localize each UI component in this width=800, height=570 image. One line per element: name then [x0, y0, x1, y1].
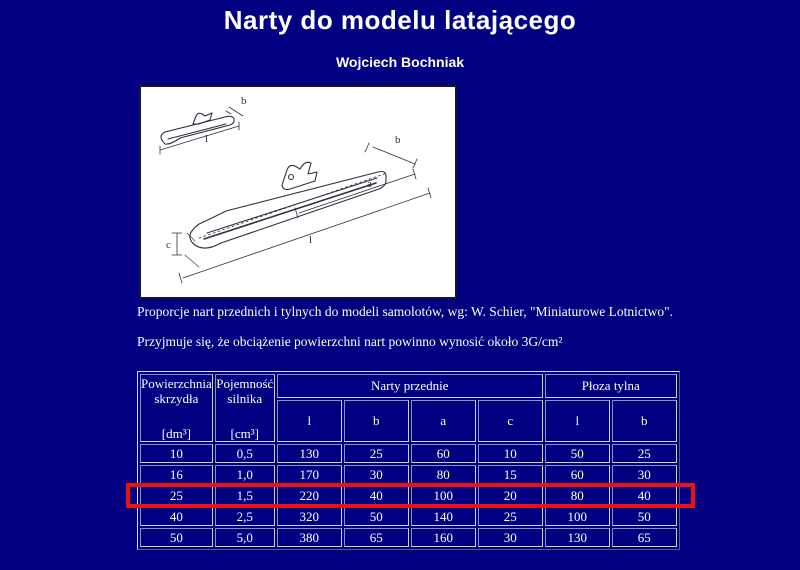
table-cell: 60 [545, 465, 610, 484]
table-cell: 50 [344, 507, 409, 526]
header-engine-capacity-title: Pojemność silnika [216, 376, 274, 406]
sub-header-cell: l [545, 400, 610, 442]
ski-dimensions-table [137, 371, 680, 550]
dim-label-b-small: b [241, 95, 247, 107]
table-row [140, 507, 677, 526]
table-row [140, 486, 677, 505]
ski-dimensions-table-wrap [137, 371, 680, 550]
table-cell: 1,5 [215, 486, 275, 505]
table-cell: 160 [411, 528, 476, 547]
ski-drawing-image [141, 87, 455, 297]
table-cell: 100 [411, 486, 476, 505]
table-cell: 25 [612, 444, 677, 463]
table-cell: 170 [277, 465, 342, 484]
sub-header-cell: b [344, 400, 409, 442]
large-ski-pylon [282, 162, 317, 189]
table-cell: 20 [478, 486, 543, 505]
sub-header-cell: l [277, 400, 342, 442]
dim-label-l-small: l [205, 133, 209, 145]
table-cell: 2,5 [215, 507, 275, 526]
table-body [140, 444, 677, 547]
table-cell: 80 [411, 465, 476, 484]
dim-label-b: b [395, 134, 401, 146]
table-cell: 25 [344, 444, 409, 463]
table-cell: 80 [545, 486, 610, 505]
page-title: Narty do modelu latającego [223, 5, 577, 35]
table-cell: 0,5 [215, 444, 275, 463]
table-cell: 100 [545, 507, 610, 526]
header-wing-area [140, 374, 213, 442]
ski-drawing-figure [139, 85, 457, 299]
table-cell: 1,0 [215, 465, 275, 484]
dim-label-l: l [309, 234, 313, 246]
table-row [140, 528, 677, 547]
header-rear-skid: Płoza tylna [545, 374, 677, 398]
large-ski-outline [190, 172, 386, 249]
table-cell: 30 [344, 465, 409, 484]
table-cell: 140 [411, 507, 476, 526]
dim-label-c: c [166, 239, 171, 251]
table-cell: 50 [612, 507, 677, 526]
header-engine-capacity-unit: [cm³] [230, 426, 259, 441]
table-cell: 40 [344, 486, 409, 505]
small-ski-outline [161, 116, 234, 144]
table-cell: 50 [545, 444, 610, 463]
table-cell: 130 [545, 528, 610, 547]
table-cell: 40 [612, 486, 677, 505]
header-engine-capacity [215, 374, 275, 442]
table-cell: 10 [478, 444, 543, 463]
table-cell: 25 [478, 507, 543, 526]
table-cell: 10 [140, 444, 213, 463]
sub-header-cell: b [612, 400, 677, 442]
table-cell: 30 [478, 528, 543, 547]
table-cell: 50 [140, 528, 213, 547]
header-front-skis: Narty przednie [277, 374, 543, 398]
table-cell: 320 [277, 507, 342, 526]
table-row [140, 444, 677, 463]
table-cell: 16 [140, 465, 213, 484]
table-cell: 60 [411, 444, 476, 463]
sub-header-cell: c [478, 400, 543, 442]
small-ski-pylon [193, 113, 212, 124]
table-cell: 30 [612, 465, 677, 484]
table-cell: 130 [277, 444, 342, 463]
table-cell: 15 [478, 465, 543, 484]
table-cell: 5,0 [215, 528, 275, 547]
table-cell: 380 [277, 528, 342, 547]
dim-label-a: a [367, 178, 372, 190]
author-name: Wojciech Bochniak [335, 54, 465, 70]
header-wing-area-unit: [dm³] [161, 426, 191, 441]
table-cell: 25 [140, 486, 213, 505]
table-row [140, 465, 677, 484]
table-cell: 220 [277, 486, 342, 505]
caption-source: Proporcje nart przednich i tylnych do modeli samolotów, wg: W. Schier, "Miniaturowe Lotnictwo". [137, 304, 674, 319]
table-cell: 40 [140, 507, 213, 526]
sub-header-cell: a [411, 400, 476, 442]
table-cell: 65 [344, 528, 409, 547]
table-cell: 65 [612, 528, 677, 547]
header-wing-area-title: Powierzchnia skrzydła [141, 376, 212, 406]
caption-loading: Przyjmuje się, że obciążenie powierzchni nart powinno wynosić około 3G/cm² [137, 334, 563, 349]
